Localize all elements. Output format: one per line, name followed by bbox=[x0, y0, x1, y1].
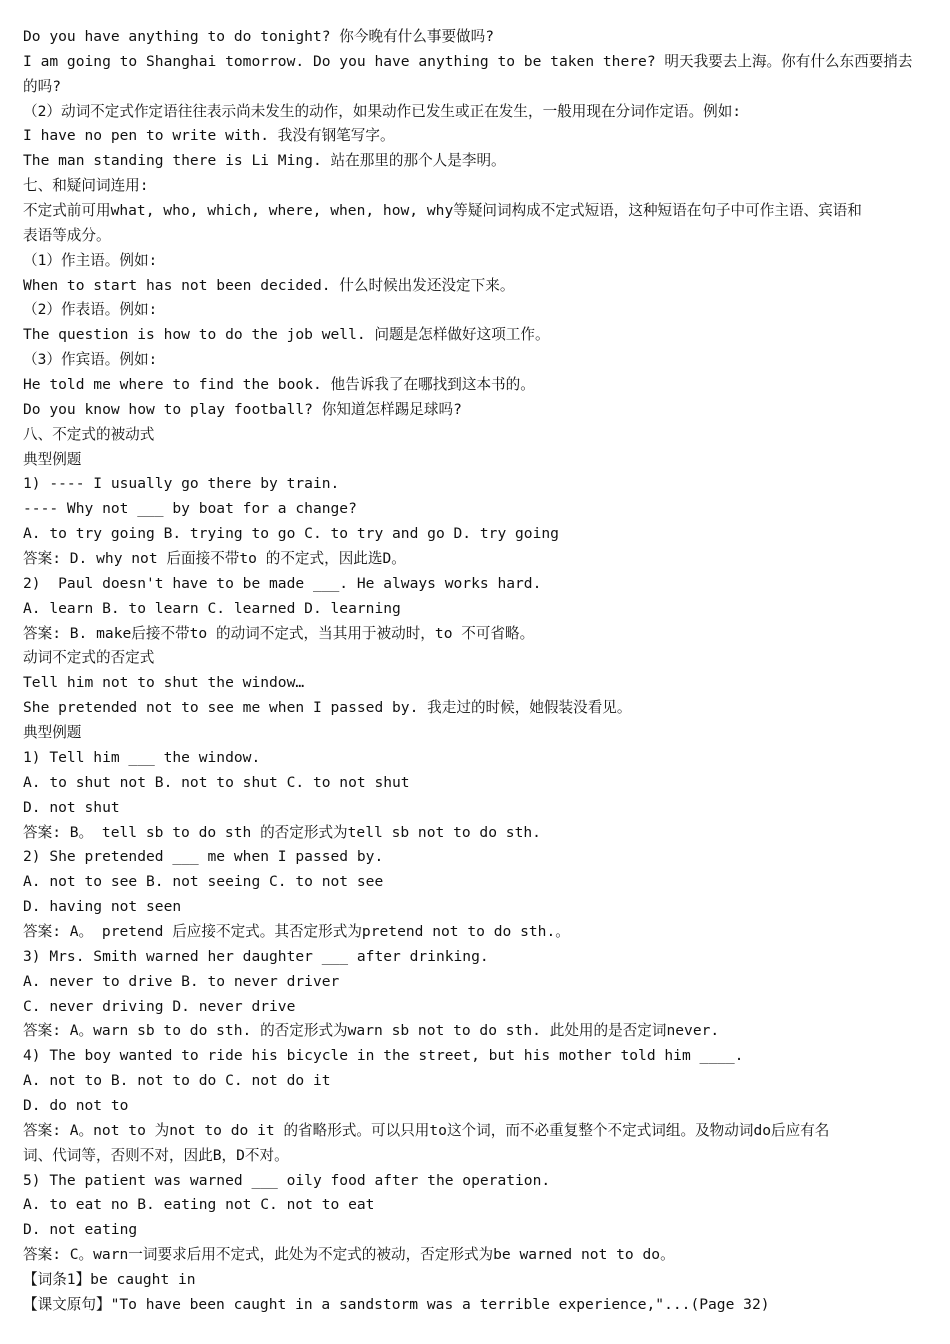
text-line: The question is how to do the job well. 问题是怎样做好这项工作。 bbox=[23, 326, 550, 344]
text-line: 1) Tell him ___ the window. bbox=[23, 748, 261, 766]
text-line: 答案: A。 pretend 后应接不定式。其否定形式为pretend not to do sth.。 bbox=[23, 922, 570, 940]
text-line: A. not to B. not to do C. not do it bbox=[23, 1072, 331, 1090]
text-line: ---- Why not ___ by boat for a change? bbox=[23, 500, 357, 518]
text-line: A. learn B. to learn C. learned D. learning bbox=[23, 599, 401, 617]
text-line: She pretended not to see me when I passed by. 我走过的时候，她假装没看见。 bbox=[23, 699, 632, 717]
text-line: C. never driving D. never drive bbox=[23, 997, 296, 1015]
text-line: I am going to Shanghai tomorrow. Do you have anything to be taken there? 明天我要去上海。你有什么东西要捎去 bbox=[23, 52, 913, 70]
text-line: 4) The boy wanted to ride his bicycle in the street, but his mother told him ____. bbox=[23, 1047, 744, 1065]
text-line: 答案: A。not to 为not to do it 的省略形式。可以只用to这个词，而不必重复整个不定式词组。及物动词do后应有名 bbox=[23, 1121, 830, 1139]
section-heading: 七、和疑问词连用: bbox=[23, 177, 149, 195]
text-line: When to start has not been decided. 什么时候出发还没定下来。 bbox=[23, 276, 515, 294]
text-line: 1) ---- I usually go there by train. bbox=[23, 475, 340, 493]
text-line: 3) Mrs. Smith warned her daughter ___ after drinking. bbox=[23, 947, 489, 965]
text-line: D. not shut bbox=[23, 798, 120, 816]
text-line: 【课文原句】"To have been caught in a sandstorm was a terrible experience,"...(Page 32) bbox=[23, 1295, 770, 1313]
text-line: Tell him not to shut the window… bbox=[23, 674, 305, 692]
section-heading: 八、不定式的被动式 bbox=[23, 425, 155, 443]
text-line: 【词条1】be caught in bbox=[23, 1270, 196, 1288]
text-line: A. not to see B. not seeing C. to not see bbox=[23, 873, 384, 891]
text-line: 动词不定式的否定式 bbox=[23, 649, 155, 667]
text-line: D. having not seen bbox=[23, 898, 182, 916]
text-line: （2）动词不定式作定语往往表示尚未发生的动作，如果动作已发生或正在发生，一般用现在分词作定语。例如: bbox=[23, 102, 742, 120]
text-line: 5) The patient was warned ___ oily food after the operation. bbox=[23, 1171, 551, 1189]
text-line: 不定式前可用what, who, which, where, when, how, why等疑问词构成不定式短语，这种短语在句子中可作主语、宾语和 bbox=[23, 202, 862, 220]
text-line: 答案: C。warn一词要求后用不定式，此处为不定式的被动，否定形式为be warned not to do。 bbox=[23, 1246, 675, 1264]
text-line: （1）作主语。例如: bbox=[23, 251, 158, 269]
text-line: 答案: A。warn sb to do sth. 的否定形式为warn sb not to do sth. 此处用的是否定词never. bbox=[23, 1022, 720, 1040]
text-line: 答案: D. why not 后面接不带to 的不定式，因此选D。 bbox=[23, 550, 406, 568]
text-line: 2) Paul doesn't have to be made ___. He always works hard. bbox=[23, 574, 542, 592]
text-line: 答案: B. make后接不带to 的动词不定式，当其用于被动时，to 不可省略。 bbox=[23, 624, 535, 642]
text-line: Do you know how to play football? 你知道怎样踢足球吗? bbox=[23, 400, 462, 418]
text-line: 典型例题 bbox=[23, 450, 82, 468]
text-line: He told me where to find the book. 他告诉我了在哪找到这本书的。 bbox=[23, 376, 535, 394]
text-line: I have no pen to write with. 我没有钢笔写字。 bbox=[23, 127, 395, 145]
text-line: A. never to drive B. to never driver bbox=[23, 972, 340, 990]
text-line: 表语等成分。 bbox=[23, 226, 111, 244]
text-line: 2) She pretended ___ me when I passed by. bbox=[23, 848, 384, 866]
text-line: Do you have anything to do tonight? 你今晚有什么事要做吗? bbox=[23, 28, 495, 45]
text-line: A. to try going B. trying to go C. to try and go D. try going bbox=[23, 525, 559, 543]
text-line: （2）作表语。例如: bbox=[23, 301, 158, 319]
text-line: D. not eating bbox=[23, 1221, 138, 1239]
text-line: 的吗? bbox=[23, 77, 61, 95]
text-line: D. do not to bbox=[23, 1096, 129, 1114]
text-line: A. to shut not B. not to shut C. to not shut bbox=[23, 773, 410, 791]
text-line: 词、代词等，否则不对，因此B，D不对。 bbox=[23, 1146, 289, 1164]
text-line: The man standing there is Li Ming. 站在那里的那个人是李明。 bbox=[23, 152, 506, 170]
text-line: A. to eat no B. eating not C. not to eat bbox=[23, 1196, 375, 1214]
text-line: 答案: B。 tell sb to do sth 的否定形式为tell sb not to do sth. bbox=[23, 823, 541, 841]
document-page bbox=[23, 25, 933, 1318]
text-line: 典型例题 bbox=[23, 724, 82, 742]
text-line: （3）作宾语。例如: bbox=[23, 351, 158, 369]
